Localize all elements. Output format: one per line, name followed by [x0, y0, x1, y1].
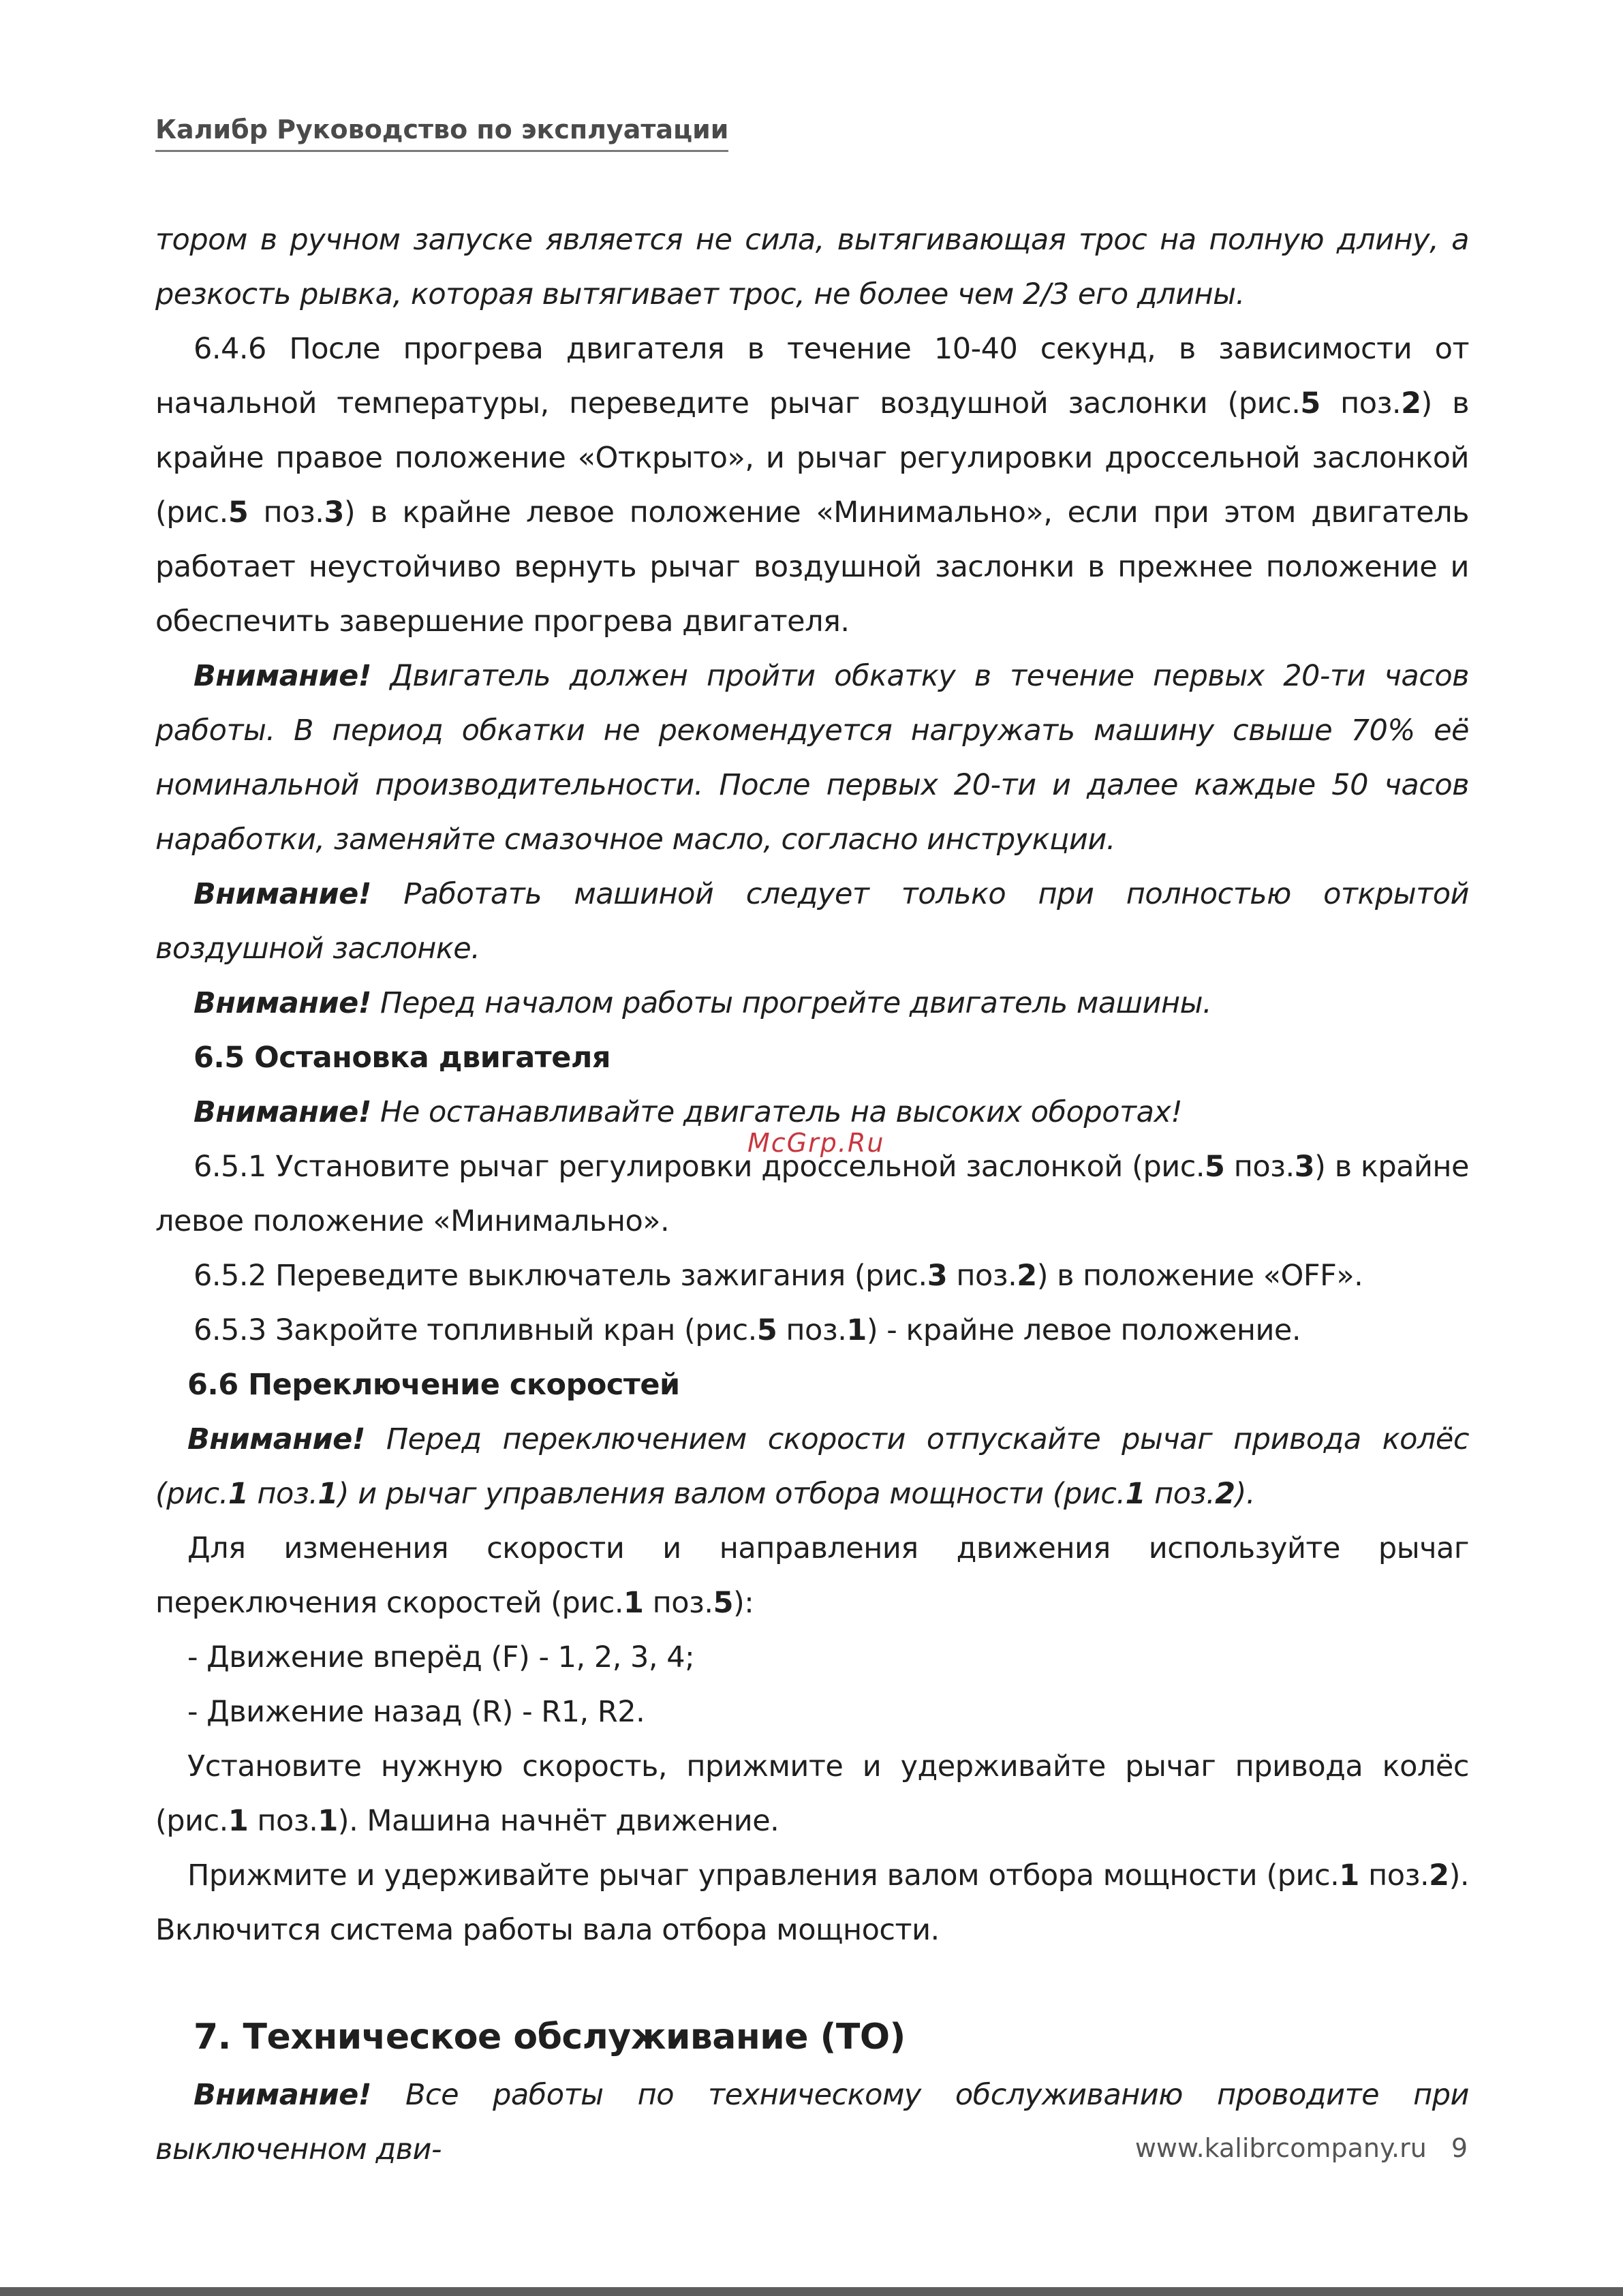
- page-body: [155, 213, 1469, 2177]
- text: 6.5.1 Установите рычаг регулировки дроссельной заслонкой (рис.: [194, 1150, 1205, 1184]
- text: ) и рычаг управления валом отбора мощности (рис.: [337, 1477, 1126, 1511]
- paragraph-6-5-3: [155, 1303, 1469, 1358]
- pos-ref: 1: [846, 1313, 867, 1347]
- bottom-edge-bar: [0, 2287, 1623, 2296]
- warning-label: Внимание!: [194, 2078, 371, 2112]
- paragraph-pto: [155, 1848, 1469, 1957]
- text: поз.: [1320, 386, 1402, 420]
- text: Установите нужную скорость, прижмите и удерживайте рычаг привода колёс (рис.: [155, 1749, 1469, 1838]
- text: Перед переключением скорости отпускайте рычаг привода колёс (рис.: [155, 1422, 1469, 1511]
- warning-label: Внимание!: [194, 659, 371, 693]
- fig-ref: 1: [228, 1804, 249, 1838]
- page-footer: [1135, 2133, 1468, 2163]
- text: ) в крайне правое положение «Открыто», и рычаг регулировки дроссельной заслонкой (рис.: [155, 386, 1469, 530]
- fig-ref: 5: [228, 495, 249, 530]
- pos-ref: 2: [1401, 386, 1421, 420]
- text: поз.: [777, 1313, 847, 1347]
- warning-text: Все работы по техническому обслуживанию проводите при выключенном дви-: [155, 2078, 1469, 2167]
- warning-warmup: [155, 976, 1469, 1030]
- fig-ref: 1: [228, 1477, 249, 1511]
- warning-label: Внимание!: [194, 986, 371, 1020]
- text: поз.: [947, 1259, 1017, 1293]
- text: поз.: [248, 495, 324, 530]
- pos-ref: 3: [324, 495, 344, 530]
- warning-break-in: [155, 649, 1469, 867]
- text: ) в крайне левое положение «Минимально», если при этом двигатель работает неустойчиво вернуть рычаг воздушной заслонки в прежнее положение и обеспечить завершение прогрева двигателя.: [155, 495, 1470, 639]
- footer-url: www.kalibrcompany.ru: [1134, 2133, 1427, 2163]
- text: Прижмите и удерживайте рычаг управления валом отбора мощности (рис.: [187, 1858, 1340, 1893]
- text: поз.: [248, 1804, 318, 1838]
- fig-ref: 3: [927, 1259, 948, 1293]
- paragraph-6-5-2: [155, 1249, 1469, 1303]
- text: поз.: [1145, 1477, 1216, 1511]
- pos-ref: 1: [318, 1804, 338, 1838]
- text: ). Машина начнёт движение.: [337, 1804, 779, 1838]
- paragraph-continuation: тором в ручном запуске является не сила, вытягивающая трос на полную длину, а резкость рывка, которая вытягивает трос, не более чем 2/3 его длины.: [155, 223, 1469, 311]
- page-number: 9: [1451, 2133, 1468, 2163]
- warning-label: Внимание!: [194, 1095, 371, 1129]
- text: ) - крайне левое положение.: [866, 1313, 1301, 1347]
- text: ). Включится система работы вала отбора мощности.: [155, 1858, 1470, 1947]
- heading-6-5: 6.5 Остановка двигателя: [194, 1041, 610, 1075]
- text: ):: [733, 1586, 754, 1620]
- text: ) в положение «OFF».: [1036, 1259, 1363, 1293]
- fig-ref: 1: [1339, 1858, 1359, 1893]
- fig-ref: 1: [623, 1586, 644, 1620]
- list-item-reverse: - Движение назад (R) - R1, R2.: [187, 1695, 645, 1729]
- warning-text: Не останавливайте двигатель на высоких оборотах!: [371, 1095, 1183, 1129]
- text: 6.5.3 Закройте топливный кран (рис.: [194, 1313, 757, 1347]
- text: Для изменения скорости и направления движения используйте рычаг переключения скоростей (рис.: [155, 1531, 1469, 1620]
- fig-ref: 5: [756, 1313, 777, 1347]
- warning-label: Внимание!: [187, 1422, 365, 1456]
- text: поз.: [248, 1477, 318, 1511]
- fig-ref: 5: [1205, 1150, 1225, 1184]
- text: поз.: [1359, 1858, 1429, 1893]
- fig-ref: 5: [1300, 386, 1320, 420]
- text: поз.: [1224, 1150, 1295, 1184]
- paragraph-6-4-6: [155, 322, 1469, 649]
- watermark: McGrp.Ru: [747, 1128, 885, 1158]
- warning-text: Двигатель должен пройти обкатку в течение первых 20-ти часов работы. В период обкатки не рекомендуется нагружать машину свыше 70% её номинальной производительности. После первых 20-ти и далее каждые 50 часов наработки, заменяйте смазочное масло, согласно инструкции.: [155, 659, 1469, 857]
- list-item-forward: - Движение вперёд (F) - 1, 2, 3, 4;: [187, 1640, 695, 1674]
- pos-ref: 2: [1215, 1477, 1235, 1511]
- paragraph-set-speed: [155, 1739, 1469, 1848]
- warning-text: Перед началом работы прогрейте двигатель машины.: [371, 986, 1212, 1020]
- section-title-7: 7. Техническое обслуживание (ТО): [194, 2017, 906, 2057]
- pos-ref: 2: [1017, 1259, 1037, 1293]
- heading-6-6: 6.6 Переключение скоростей: [187, 1368, 680, 1402]
- running-header: Калибр Руководство по эксплуатации: [155, 114, 728, 152]
- paragraph-speed-change: [155, 1521, 1469, 1630]
- pos-ref: 3: [1294, 1150, 1315, 1184]
- pos-ref: 2: [1429, 1858, 1449, 1893]
- pos-ref: 5: [713, 1586, 734, 1620]
- warning-gear-shift: [155, 1412, 1469, 1521]
- text: поз.: [643, 1586, 713, 1620]
- text: ) в крайне левое положение «Минимально».: [155, 1150, 1470, 1238]
- pos-ref: 1: [318, 1477, 338, 1511]
- text: ).: [1235, 1477, 1256, 1511]
- warning-text: Работать машиной следует только при полностью открытой воздушной заслонке.: [155, 877, 1469, 966]
- text: 6.4.6 После прогрева двигателя в течение 10-40 секунд, в зависимости от начальной температуры, переведите рычаг воздушной заслонки (рис.: [155, 332, 1469, 420]
- warning-label: Внимание!: [194, 877, 371, 911]
- warning-choke: [155, 867, 1469, 976]
- text: 6.5.2 Переведите выключатель зажигания (рис.: [194, 1259, 927, 1293]
- fig-ref: 1: [1125, 1477, 1146, 1511]
